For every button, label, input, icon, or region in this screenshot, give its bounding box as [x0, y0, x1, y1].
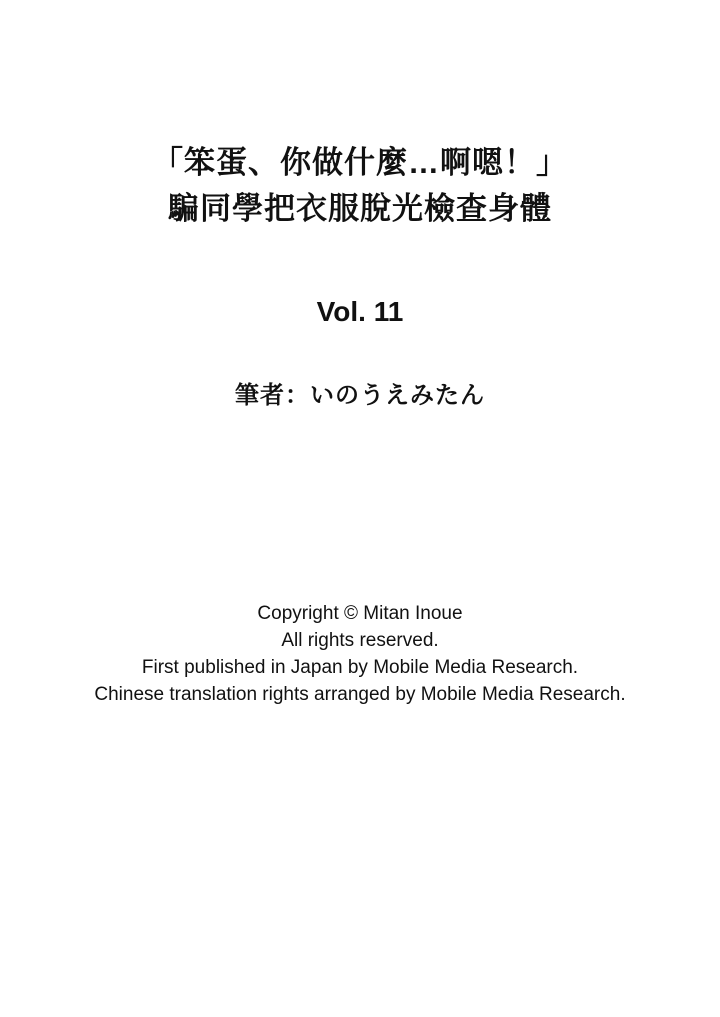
copyright-line-4: Chinese translation rights arranged by Mobile Media Research.	[94, 684, 626, 705]
copyright-block	[0, 600, 720, 708]
page-title	[0, 140, 720, 232]
title-line-2: 騙同學把衣服脫光檢查身體	[168, 191, 552, 226]
author-label: 筆者：いのうえみたん	[235, 382, 485, 409]
title-line-1: 「笨蛋、你做什麼…啊嗯！」	[152, 145, 568, 180]
copyright-line-1: Copyright © Mitan Inoue	[257, 603, 463, 624]
volume-label: Vol. 11	[316, 296, 404, 327]
copyright-line-3: First published in Japan by Mobile Media Research.	[141, 657, 579, 678]
copyright-line-2: All rights reserved.	[281, 630, 439, 651]
